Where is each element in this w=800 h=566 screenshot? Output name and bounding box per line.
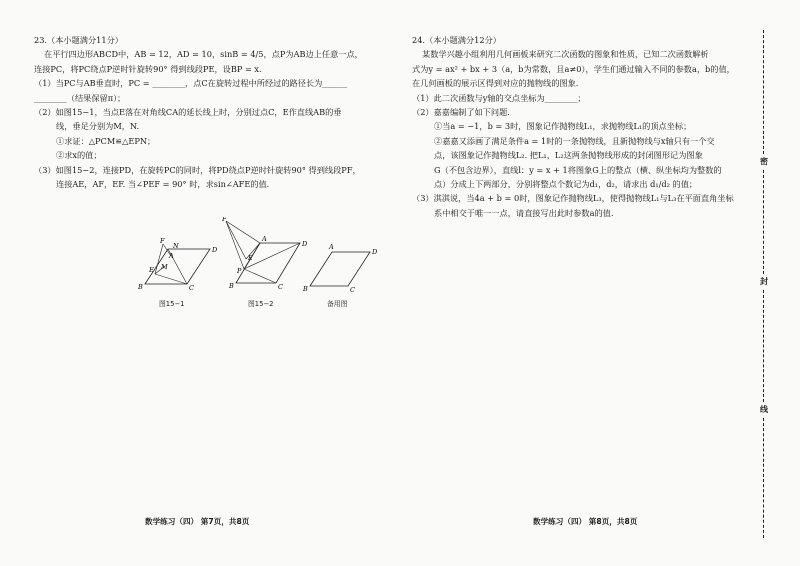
fig1-label-N: N <box>173 242 179 250</box>
fig2-label-C: C <box>278 283 283 291</box>
fig3-label-A: A <box>329 243 334 251</box>
binding-dash-4 <box>763 418 764 538</box>
binding-dash-1 <box>763 30 764 154</box>
fig1-label-E: E <box>149 266 154 274</box>
right-page <box>400 0 800 566</box>
q23-line-6: 线，垂足分别为M，N. <box>56 121 140 132</box>
q24-line-8: 点，该图象记作抛物线L₂. 把L₁，L₂这两条抛物线形成的封闭图形记为图象 <box>434 150 703 161</box>
fig1-label-C: C <box>189 284 194 292</box>
question-24 <box>412 33 752 220</box>
binding-dash-2 <box>763 170 764 274</box>
caption-fig-15-1: 图15−1 <box>159 300 185 308</box>
fig2-label-D: D <box>302 240 308 248</box>
fig2-line-fa <box>226 221 260 243</box>
fig1-label-A: A <box>169 252 174 260</box>
q23-line-5: （2）如图15−1，当点E落在对角线CA的延长线上时，分别过点C，E作直线AB的垂 <box>34 107 342 118</box>
fig2-label-E: E <box>248 254 253 262</box>
q23-line-1: 在平行四边形ABCD中，AB = 12，AD = 10，sinB = 4/5，点P为AB边上任意一点， <box>44 49 363 60</box>
q24-line-9: G（不包含边界），直线l：y = x + 1将图象G上的整点（横、纵坐标均为整数的 <box>434 164 722 175</box>
fig1-label-F: F <box>160 237 165 245</box>
q24-line-7: ②嘉嘉又添画了满足条件a = 1时的一条抛物线，且新抛物线与x轴只有一个交 <box>434 135 715 146</box>
q23-line-2: 连接PC，将PC绕点P逆时针旋转90° 得到线段PE，设BP = x. <box>34 63 262 74</box>
q24-line-3: 在几何画板的展示区得到对应的抛物线的图象. <box>412 78 579 89</box>
fig2-label-B: B <box>229 282 234 290</box>
q24-line-1: 某数学兴趣小组利用几何画板来研究二次函数的图象和性质，已知二次函数解析 <box>422 49 709 60</box>
binding-label-mi: 密 <box>760 157 768 166</box>
binding-dash-3 <box>763 290 764 402</box>
fig2-label-A: A <box>262 235 267 243</box>
binding-label-xian: 线 <box>760 405 768 414</box>
binding-label-feng: 封 <box>760 277 768 286</box>
figure-spare <box>296 236 382 296</box>
q23-line-10: 连接AE，AF，EF. 当∠PEF = 90° 时，求sin∠AFE的值. <box>56 179 270 190</box>
fig2-line-fe <box>226 221 246 259</box>
footer-left: 数学练习（四） 第7页，共8页 <box>145 517 250 526</box>
figure-15-1 <box>135 236 225 296</box>
fig2-label-P: P <box>237 267 242 275</box>
caption-spare: 备用图 <box>327 300 348 308</box>
fig2-line-fp <box>226 221 244 269</box>
q24-line-12: 系中相交于唯一一点，请直接写出此时参数a的值. <box>434 207 614 218</box>
fig3-label-B: B <box>303 285 308 293</box>
q23-line-9: （3）如图15−2，连接PD，在旋转PC的同时，将PD绕点P逆时针旋转90° 得到线段PF， <box>34 164 361 175</box>
fig1-label-D: D <box>212 246 218 254</box>
q24-line-10: 点）分成上下两部分，分别将整点个数记为d₁，d₂，请求出 d₁/d₂ 的值； <box>434 179 698 190</box>
q23-line-3: （1）当PC与AB垂直时，PC = ________，点C在旋转过程中所经过的路径长为______ <box>34 78 347 89</box>
fig2-parallelogram <box>236 243 300 283</box>
q24-line-11: （3）淇淇说，当4a + b = 0时，图象记作抛物线L₃，使得抛物线L₁与L₃在平面直角坐标 <box>412 193 734 204</box>
question-23 <box>34 33 394 191</box>
fig3-label-C: C <box>350 286 355 294</box>
fig3-label-D: D <box>372 248 378 256</box>
footer-right: 数学练习（四） 第8页，共8页 <box>533 517 638 526</box>
q24-line-2: 式为y = ax² + bx + 3（a，b为常数，且a≠0），学生们通过输入不同的参数a，b的值， <box>412 63 735 74</box>
q24-line-4: （1）此二次函数与y轴的交点坐标为________； <box>412 92 586 103</box>
binding-margin <box>758 0 770 566</box>
fig1-label-M: M <box>161 263 168 271</box>
q23-line-8: ②求x的值； <box>56 150 102 161</box>
q23-line-4: ________（结果保留π）； <box>34 92 126 103</box>
fig3-parallelogram <box>310 252 370 286</box>
fig1-label-B: B <box>138 283 143 291</box>
caption-fig-15-2: 图15−2 <box>248 300 274 308</box>
fig2-line-pc <box>244 269 276 283</box>
q23-line-7: ①求证：△PCM≌△EPN； <box>56 135 156 146</box>
q23-title: 23.（本小题满分11分） <box>34 35 123 45</box>
fig2-label-F: F <box>222 217 227 223</box>
q24-line-6: ①当a = −1，b = 3时，图象记作抛物线L₁，求抛物线L₁的顶点坐标； <box>434 121 692 132</box>
q24-title: 24.（本小题满分12分） <box>412 35 501 45</box>
q24-line-5: （2）嘉嘉编制了如下问题. <box>412 107 510 118</box>
